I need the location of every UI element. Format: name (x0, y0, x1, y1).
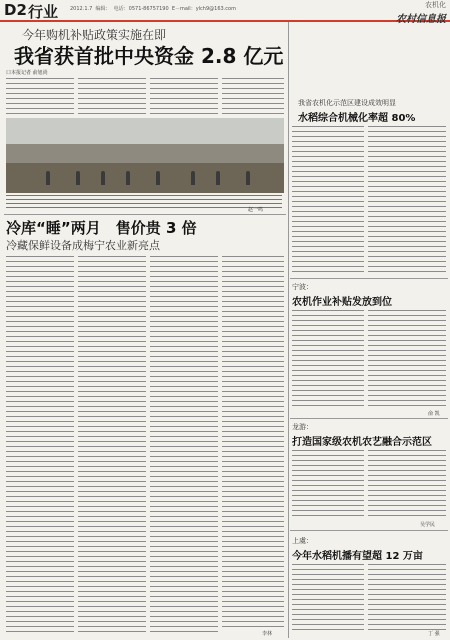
story2-headline: 水稻综合机械化率超 80% (298, 113, 416, 124)
lead-text-col4 (222, 76, 284, 116)
story6-author: 丁 强 (428, 631, 440, 637)
lead-text-col3 (150, 76, 218, 116)
lead-text-col2 (78, 76, 146, 116)
story4-col1 (6, 254, 74, 634)
divider (290, 278, 448, 279)
divider (290, 418, 448, 419)
story6-col2 (368, 562, 446, 630)
story4-headline: 冷藏保鲜设备成梅宁农业新亮点 (6, 239, 160, 252)
editor-label: 编辑： (95, 6, 111, 12)
email-address: E－mail：ylch9@163.com (171, 6, 236, 12)
section-title: 行业 (28, 3, 59, 21)
lead-kicker: 今年购机补贴政策实施在即 (22, 28, 167, 42)
story5-kicker: 龙游： (292, 423, 313, 431)
story6-col1 (292, 562, 364, 632)
story5-author: 吴学民 (420, 522, 436, 528)
story5-col1 (292, 448, 364, 518)
page-number: D2 (4, 1, 27, 19)
story5-headline: 打造国家级农机农艺融合示范区 (292, 437, 432, 448)
photo-caption-text (6, 196, 282, 202)
story3-kicker: 宁波： (292, 283, 313, 291)
story3-col2 (368, 308, 446, 408)
paper-sub: 农机化 (425, 1, 446, 9)
story4-author: 李林 (262, 631, 273, 637)
page-header (0, 0, 450, 25)
lead-headline: 我省获首批中央资金 2.8 亿元 (14, 44, 284, 68)
story4-kicker: 冷库“睡”两月 售价贵 3 倍 (6, 219, 197, 237)
divider (290, 530, 448, 531)
lead-byline: 口本报记者 俞旭尚 (6, 70, 48, 76)
story3-headline: 农机作业补贴发放到位 (292, 297, 392, 308)
column-rule (288, 22, 289, 638)
story4-col2 (78, 254, 146, 634)
story4-col4 (222, 254, 284, 629)
story2-col2 (368, 124, 446, 274)
field-photo (6, 118, 284, 193)
paper-name: 农村信息报 (396, 14, 446, 25)
header-meta (70, 5, 236, 12)
phone-number: 电话：0571-86757190 (113, 6, 169, 12)
lead-text-col1 (6, 76, 74, 116)
story2-kicker: 我省农机化示范区建设成效明显 (298, 99, 396, 107)
story3-col1 (292, 308, 364, 408)
story6-kicker: 上虞： (292, 537, 313, 545)
caption-author: 赵一鸣 (248, 207, 264, 213)
story5-col2 (368, 448, 446, 518)
story4-col3 (150, 254, 218, 634)
issue-date: 2012.1.7 (70, 6, 93, 12)
paper-logo (396, 0, 446, 25)
story3-author: 俞 凯 (428, 411, 440, 417)
story2-col1 (292, 124, 364, 274)
story6-headline: 今年水稻机播有望超 12 万亩 (292, 551, 423, 562)
divider (4, 214, 286, 215)
